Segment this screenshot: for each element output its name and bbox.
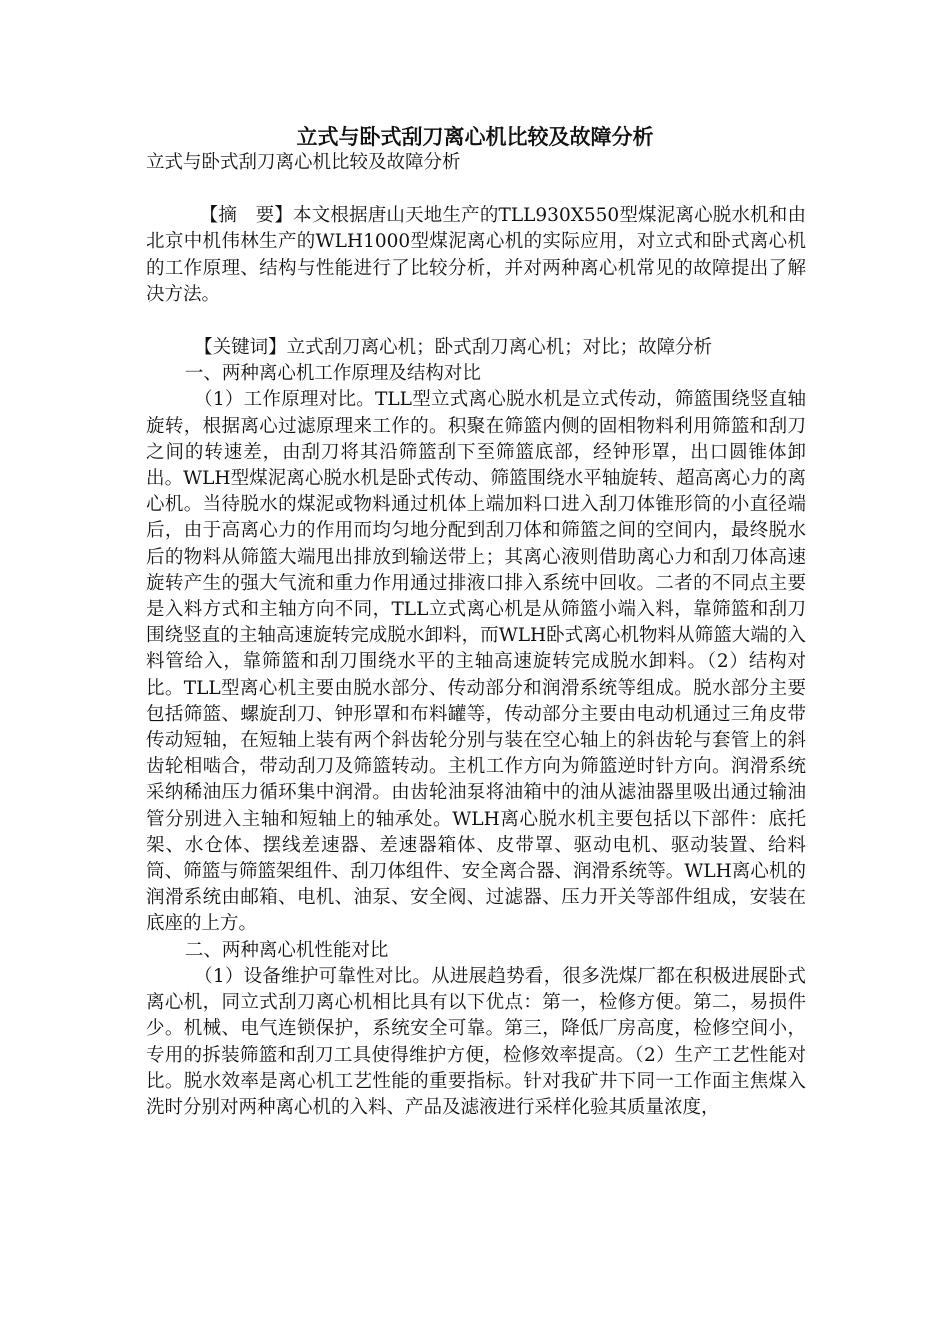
section-heading: 一、两种离心机工作原理及结构对比 [184, 363, 481, 385]
abstract-paragraph: 【摘 要】本文根据唐山天地生产的TLL930X550型煤泥离心脱水机和由北京中机伟林生产的WLH1000型煤泥离心机的实际应用，对立式和卧式离心机的工作原理、结构与性能进行了比较分析，并对两种离心机常见的故障提出了解决方法。 [146, 205, 806, 305]
document-subtitle: 立式与卧式刮刀离心机比较及故障分析 [146, 152, 461, 173]
document-body [146, 150, 806, 1121]
body-paragraph: （1）工作原理对比。TLL型立式离心脱水机是立式传动，筛篮围绕竖直轴旋转，根据离心过滤原理来工作的。积聚在筛篮内侧的固相物料利用筛篮和刮刀之间的转速差，由刮刀将其沿筛篮刮下至筛篮底部，经钟形罩，出口圆锥体卸出。WLH型煤泥离心脱水机是卧式传动、筛篮围绕水平轴旋转、超高离心力的离心机。当待脱水的煤泥或物料通过机体上端加料口进入刮刀体锥形筒的小直径端后，由于高离心力的作用而均匀地分配到刮刀体和筛篮之间的空间内，最终脱水后的物料从筛篮大端甩出排放到输送带上；其离心液则借助离心力和刮刀体高速旋转产生的强大气流和重力作用通过排液口排入系统中回收。二者的不同点主要是入料方式和主轴方向不同，TLL立式离心机是从筛篮小端入料，靠筛篮和刮刀围绕竖直的主轴高速旋转完成脱水卸料，而WLH卧式离心机物料从筛篮大端的入料管给入，靠筛篮和刮刀围绕水平的主轴高速旋转完成脱水卸料。（2）结构对比。TLL型离心机主要由脱水部分、传动部分和润滑系统等组成。脱水部分主要包括筛篮、螺旋刮刀、钟形罩和布料罐等，传动部分主要由电动机通过三角皮带传动短轴，在短轴上装有两个斜齿轮分别与装在空心轴上的斜齿轮与套管上的斜齿轮相啮合，带动刮刀及筛篮转动。主机工作方向为筛篮逆时针方向。润滑系统采纳稀油压力循环集中润滑。由齿轮油泵将油箱中的油从滤油器里吸出通过输油管分别进入主轴和短轴上的轴承处。WLH离心脱水机主要包括以下部件：底托架、水仓体、摆线差速器、差速器箱体、皮带罩、驱动电机、驱动装置、给料筒、筛篮与筛篮架组件、刮刀体组件、安全离合器、润滑系统等。WLH离心机的润滑系统由邮箱、电机、油泵、安全阀、过滤器、压力开关等部件组成，安装在底座的上方。 [146, 389, 806, 935]
document-title: 立式与卧式刮刀离心机比较及故障分析 [296, 125, 654, 149]
body-paragraph: （1）设备维护可靠性对比。从进展趋势看，很多洗煤厂都在积极进展卧式离心机，同立式刮刀离心机相比具有以下优点：第一，检修方便。第二，易损件少。机械、电气连锁保护，系统安全可靠。第三，降低厂房高度，检修空间小，专用的拆装筛篮和刮刀工具使得维护方便，检修效率提高。（2）生产工艺性能对比。脱水效率是离心机工艺性能的重要指标。针对我矿井下同一工作面主焦煤入洗时分别对两种离心机的入料、产品及滤液进行采样化验其质量浓度， [146, 965, 806, 1118]
section-heading: 二、两种离心机性能对比 [184, 939, 389, 961]
keywords-paragraph: 【关键词】立式刮刀离心机；卧式刮刀离心机；对比；故障分析 [194, 337, 713, 359]
